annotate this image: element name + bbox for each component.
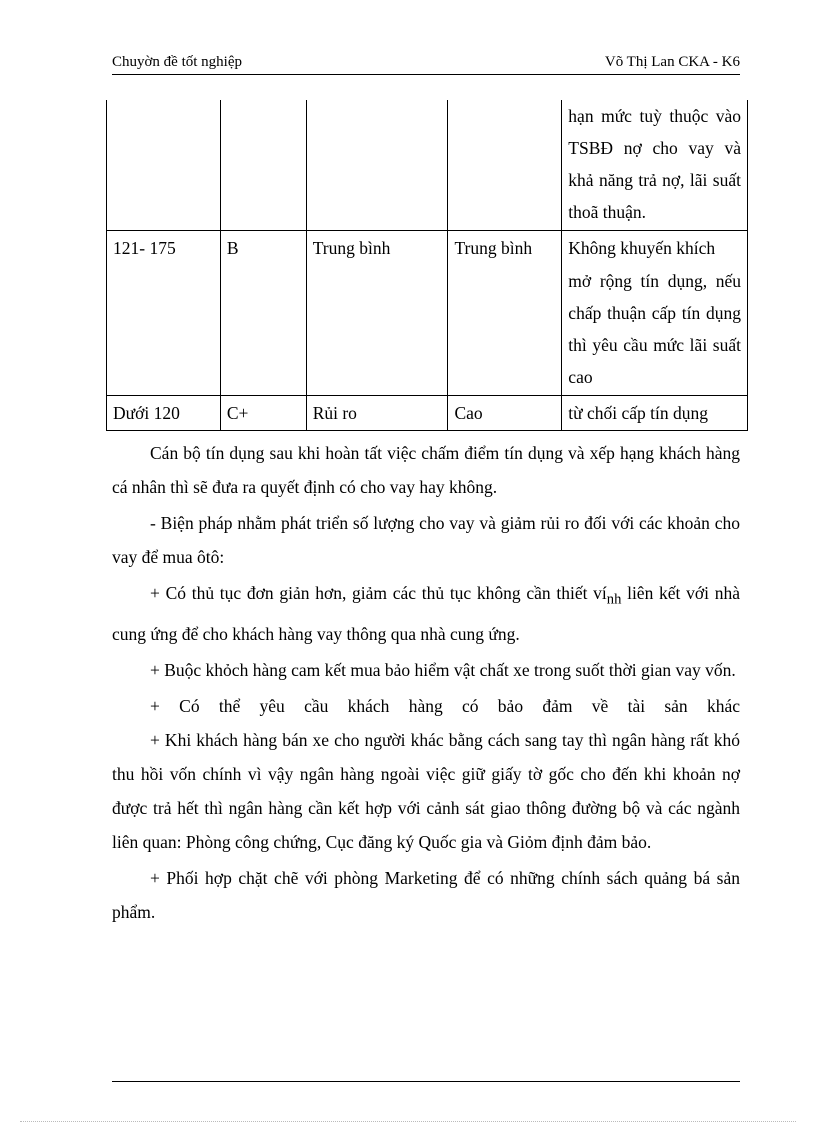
paragraph: + Khi khách hàng bán xe cho người khác bằng cách sang tay thì ngân hàng rất khó thu hồi vốn chính vì vậy ngân hàng ngoài việc giữ giấy tờ gốc cho đến khi khoản nợ được trả hết thì ngân hàng cần kết hợp với cảnh sát giao thông đường bộ và các ngành liên quan: Phòng công chứng, Cục đăng ký Quốc gia và Giỏm định đảm bảo.	[112, 729, 740, 852]
table-row	[107, 231, 748, 266]
table-cell-grade: B	[220, 231, 306, 266]
paragraph: - Biện pháp nhằm phát triển số lượng cho vay và giảm rủi ro đối với các khoản cho vay để mua ôtô:	[112, 513, 740, 567]
table-cell-level: Trung bình	[306, 231, 448, 266]
table-row	[107, 265, 748, 396]
table-cell	[306, 100, 448, 231]
table-cell-grade: C+	[220, 396, 306, 431]
table-cell	[220, 265, 306, 396]
table-cell	[448, 100, 562, 231]
paragraph: Cán bộ tín dụng sau khi hoàn tất việc chấm điểm tín dụng và xếp hạng khách hàng cá nhân thì sẽ đưa ra quyết định có cho vay hay không.	[112, 443, 740, 497]
footer-divider	[112, 1081, 740, 1082]
table-cell	[220, 100, 306, 231]
table-cell-level: Rủi ro	[306, 396, 448, 431]
table-cell-policy: từ chối cấp tín dụng	[562, 396, 748, 431]
table-cell	[107, 265, 221, 396]
header-author: Võ Thị Lan CKA - K6	[604, 54, 740, 70]
table-cell-score: 121- 175	[107, 231, 221, 266]
credit-rating-table	[106, 100, 748, 431]
paragraph: + Phối hợp chặt chẽ với phòng Marketing để có những chính sách quảng bá sản phẩm.	[112, 867, 740, 922]
paragraph-text: liên kết với nhà cung ứng để cho khách hàng vay thông qua nhà cung ứng.	[112, 583, 740, 644]
header-document-title: Chuyờn đề tốt nghiệp	[112, 54, 243, 70]
table-cell-policy: Không khuyến khích	[562, 231, 748, 266]
table-cell-score: Dưới 120	[107, 396, 221, 431]
table-cell-risk: Cao	[448, 396, 562, 431]
body-text	[112, 436, 740, 929]
page-header	[112, 52, 740, 75]
paragraph: + Có thể yêu cầu khách hàng có bảo đảm về tài sản khác	[150, 695, 740, 716]
table-cell: mở rộng tín dụng, nếu chấp thuận cấp tín dụng thì yêu cầu mức lãi suất cao	[562, 265, 748, 396]
table-cell: hạn mức tuỳ thuộc vào TSBĐ nợ cho vay và khả năng trả nợ, lãi suất thoã thuận.	[562, 100, 748, 231]
table-row	[107, 100, 748, 231]
table-cell	[306, 265, 448, 396]
page-edge	[20, 1121, 796, 1122]
paragraph: + Buộc khỏch hàng cam kết mua bảo hiểm vật chất xe trong suốt thời gian vay vốn.	[150, 659, 736, 680]
table-cell	[107, 100, 221, 231]
table-cell	[448, 265, 562, 396]
table-row	[107, 396, 748, 431]
table-cell-risk: Trung bình	[448, 231, 562, 266]
paragraph-subscript: nh	[606, 591, 622, 608]
paragraph-text: + Có thủ tục đơn giản hơn, giảm các thủ tục không cần thiết ví	[150, 583, 607, 603]
paragraph	[112, 576, 740, 651]
